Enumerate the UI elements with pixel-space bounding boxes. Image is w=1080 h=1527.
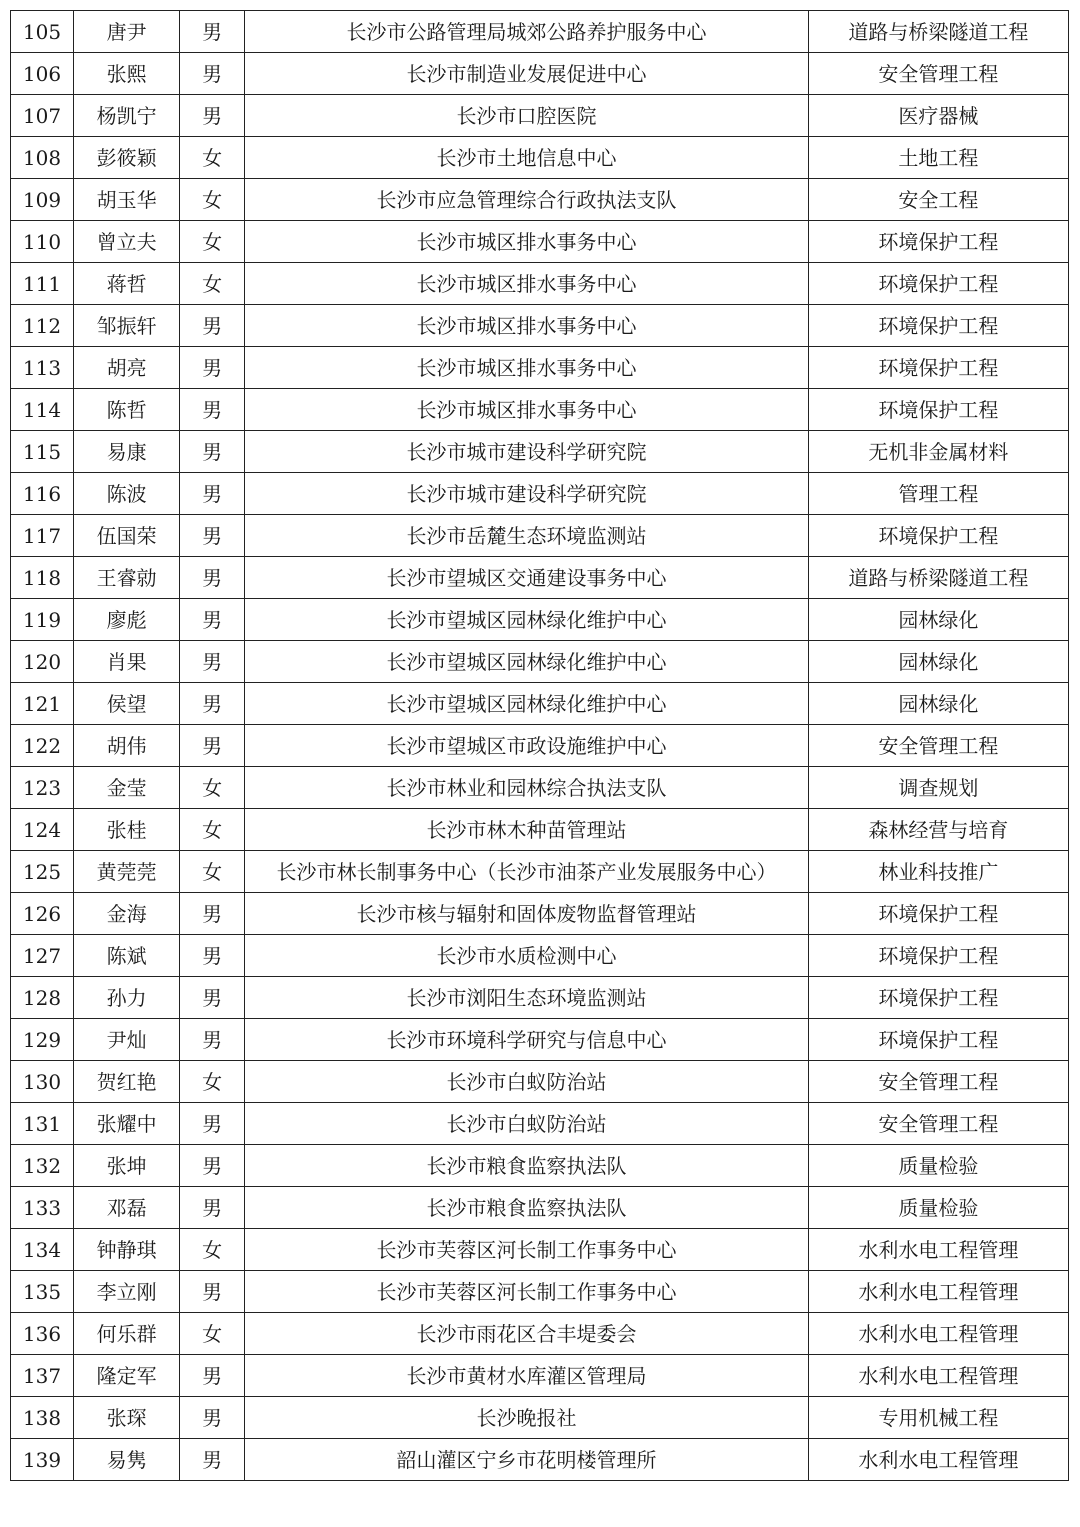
table-row [11,137,1069,179]
organization-cell: 长沙市林木种苗管理站 [245,809,809,851]
specialty-cell: 调查规划 [808,767,1068,809]
specialty-cell: 医疗器械 [808,95,1068,137]
table-row [11,935,1069,977]
person-name-cell: 胡亮 [74,347,180,389]
person-name-cell: 易康 [74,431,180,473]
row-number-cell: 107 [11,95,74,137]
specialty-cell: 环境保护工程 [808,977,1068,1019]
person-name-cell: 唐尹 [74,11,180,53]
gender-cell: 女 [180,1061,245,1103]
organization-cell: 长沙市核与辐射和固体废物监督管理站 [245,893,809,935]
row-number-cell: 119 [11,599,74,641]
person-name-cell: 杨凯宁 [74,95,180,137]
organization-cell: 长沙市土地信息中心 [245,137,809,179]
gender-cell: 男 [180,1271,245,1313]
person-name-cell: 钟静琪 [74,1229,180,1271]
specialty-cell: 专用机械工程 [808,1397,1068,1439]
gender-cell: 男 [180,11,245,53]
gender-cell: 男 [180,977,245,1019]
organization-cell: 长沙市芙蓉区河长制工作事务中心 [245,1271,809,1313]
table-row [11,1313,1069,1355]
row-number-cell: 128 [11,977,74,1019]
row-number-cell: 106 [11,53,74,95]
gender-cell: 男 [180,95,245,137]
organization-cell: 长沙市环境科学研究与信息中心 [245,1019,809,1061]
organization-cell: 长沙市白蚁防治站 [245,1103,809,1145]
gender-cell: 女 [180,851,245,893]
organization-cell: 长沙市芙蓉区河长制工作事务中心 [245,1229,809,1271]
specialty-cell: 园林绿化 [808,641,1068,683]
table-row [11,389,1069,431]
table-row [11,515,1069,557]
person-name-cell: 金海 [74,893,180,935]
person-name-cell: 邓磊 [74,1187,180,1229]
person-name-cell: 蒋哲 [74,263,180,305]
person-name-cell: 肖果 [74,641,180,683]
specialty-cell: 道路与桥梁隧道工程 [808,557,1068,599]
gender-cell: 男 [180,389,245,431]
person-name-cell: 张桂 [74,809,180,851]
table-row [11,1019,1069,1061]
person-name-cell: 张坤 [74,1145,180,1187]
person-name-cell: 贺红艳 [74,1061,180,1103]
table-row [11,599,1069,641]
table-row [11,1355,1069,1397]
row-number-cell: 121 [11,683,74,725]
row-number-cell: 113 [11,347,74,389]
organization-cell: 长沙市浏阳生态环境监测站 [245,977,809,1019]
organization-cell: 长沙市林业和园林综合执法支队 [245,767,809,809]
organization-cell: 长沙市城区排水事务中心 [245,305,809,347]
table-row [11,263,1069,305]
organization-cell: 长沙市公路管理局城郊公路养护服务中心 [245,11,809,53]
specialty-cell: 园林绿化 [808,683,1068,725]
row-number-cell: 126 [11,893,74,935]
gender-cell: 男 [180,935,245,977]
person-name-cell: 张熙 [74,53,180,95]
table-row [11,1061,1069,1103]
organization-cell: 长沙市黄材水库灌区管理局 [245,1355,809,1397]
organization-cell: 长沙市雨花区合丰堤委会 [245,1313,809,1355]
row-number-cell: 117 [11,515,74,557]
specialty-cell: 园林绿化 [808,599,1068,641]
specialty-cell: 水利水电工程管理 [808,1355,1068,1397]
gender-cell: 男 [180,557,245,599]
gender-cell: 男 [180,1019,245,1061]
person-name-cell: 李立刚 [74,1271,180,1313]
gender-cell: 男 [180,641,245,683]
person-name-cell: 廖彪 [74,599,180,641]
organization-cell: 长沙市城区排水事务中心 [245,347,809,389]
specialty-cell: 森林经营与培育 [808,809,1068,851]
row-number-cell: 124 [11,809,74,851]
specialty-cell: 水利水电工程管理 [808,1271,1068,1313]
row-number-cell: 118 [11,557,74,599]
table-row [11,473,1069,515]
specialty-cell: 无机非金属材料 [808,431,1068,473]
gender-cell: 女 [180,809,245,851]
person-name-cell: 易隽 [74,1439,180,1481]
specialty-cell: 安全管理工程 [808,1103,1068,1145]
specialty-cell: 质量检验 [808,1187,1068,1229]
row-number-cell: 132 [11,1145,74,1187]
table-row [11,1397,1069,1439]
organization-cell: 长沙市望城区园林绿化维护中心 [245,641,809,683]
person-name-cell: 孙力 [74,977,180,1019]
table-row [11,683,1069,725]
row-number-cell: 123 [11,767,74,809]
table-row [11,851,1069,893]
row-number-cell: 112 [11,305,74,347]
person-name-cell: 金莹 [74,767,180,809]
gender-cell: 男 [180,473,245,515]
specialty-cell: 道路与桥梁隧道工程 [808,11,1068,53]
table-row [11,1187,1069,1229]
gender-cell: 男 [180,53,245,95]
organization-cell: 长沙市城市建设科学研究院 [245,473,809,515]
row-number-cell: 137 [11,1355,74,1397]
specialty-cell: 环境保护工程 [808,935,1068,977]
person-name-cell: 尹灿 [74,1019,180,1061]
organization-cell: 长沙市粮食监察执法队 [245,1187,809,1229]
specialty-cell: 安全工程 [808,179,1068,221]
specialty-cell: 环境保护工程 [808,221,1068,263]
person-name-cell: 王睿勍 [74,557,180,599]
table-row [11,95,1069,137]
person-name-cell: 黄莞莞 [74,851,180,893]
table-row [11,893,1069,935]
table-row [11,767,1069,809]
organization-cell: 长沙市城区排水事务中心 [245,263,809,305]
table-row [11,809,1069,851]
organization-cell: 长沙晚报社 [245,1397,809,1439]
person-name-cell: 陈哲 [74,389,180,431]
organization-cell: 长沙市林长制事务中心（长沙市油茶产业发展服务中心） [245,851,809,893]
row-number-cell: 129 [11,1019,74,1061]
gender-cell: 男 [180,347,245,389]
person-name-cell: 曾立夫 [74,221,180,263]
gender-cell: 男 [180,1103,245,1145]
specialty-cell: 土地工程 [808,137,1068,179]
gender-cell: 男 [180,1439,245,1481]
row-number-cell: 114 [11,389,74,431]
specialty-cell: 环境保护工程 [808,893,1068,935]
person-name-cell: 伍国荣 [74,515,180,557]
gender-cell: 男 [180,599,245,641]
row-number-cell: 110 [11,221,74,263]
organization-cell: 长沙市制造业发展促进中心 [245,53,809,95]
row-number-cell: 133 [11,1187,74,1229]
person-name-cell: 侯望 [74,683,180,725]
table-row [11,725,1069,767]
table-row [11,1103,1069,1145]
organization-cell: 长沙市城市建设科学研究院 [245,431,809,473]
gender-cell: 男 [180,431,245,473]
row-number-cell: 120 [11,641,74,683]
person-name-cell: 何乐群 [74,1313,180,1355]
table-row [11,305,1069,347]
person-name-cell: 彭筱颖 [74,137,180,179]
organization-cell: 长沙市城区排水事务中心 [245,389,809,431]
specialty-cell: 环境保护工程 [808,515,1068,557]
person-name-cell: 张耀中 [74,1103,180,1145]
row-number-cell: 108 [11,137,74,179]
table-row [11,1439,1069,1481]
row-number-cell: 134 [11,1229,74,1271]
specialty-cell: 水利水电工程管理 [808,1439,1068,1481]
row-number-cell: 109 [11,179,74,221]
row-number-cell: 131 [11,1103,74,1145]
table-row [11,179,1069,221]
specialty-cell: 安全管理工程 [808,53,1068,95]
organization-cell: 长沙市口腔医院 [245,95,809,137]
organization-cell: 长沙市岳麓生态环境监测站 [245,515,809,557]
table-row [11,221,1069,263]
organization-cell: 长沙市粮食监察执法队 [245,1145,809,1187]
organization-cell: 长沙市应急管理综合行政执法支队 [245,179,809,221]
person-name-cell: 陈斌 [74,935,180,977]
person-name-cell: 邹振轩 [74,305,180,347]
specialty-cell: 环境保护工程 [808,389,1068,431]
gender-cell: 女 [180,263,245,305]
row-number-cell: 130 [11,1061,74,1103]
specialty-cell: 环境保护工程 [808,263,1068,305]
table-row [11,431,1069,473]
specialty-cell: 环境保护工程 [808,305,1068,347]
roster-table [10,10,1069,1481]
row-number-cell: 122 [11,725,74,767]
gender-cell: 男 [180,1397,245,1439]
gender-cell: 男 [180,683,245,725]
gender-cell: 男 [180,515,245,557]
organization-cell: 长沙市白蚁防治站 [245,1061,809,1103]
table-row [11,1271,1069,1313]
person-name-cell: 隆定军 [74,1355,180,1397]
row-number-cell: 136 [11,1313,74,1355]
row-number-cell: 127 [11,935,74,977]
organization-cell: 长沙市望城区园林绿化维护中心 [245,599,809,641]
table-row [11,11,1069,53]
specialty-cell: 水利水电工程管理 [808,1229,1068,1271]
gender-cell: 女 [180,1313,245,1355]
specialty-cell: 管理工程 [808,473,1068,515]
organization-cell: 长沙市望城区交通建设事务中心 [245,557,809,599]
gender-cell: 男 [180,725,245,767]
specialty-cell: 水利水电工程管理 [808,1313,1068,1355]
row-number-cell: 115 [11,431,74,473]
gender-cell: 男 [180,1187,245,1229]
organization-cell: 长沙市城区排水事务中心 [245,221,809,263]
organization-cell: 长沙市望城区市政设施维护中心 [245,725,809,767]
organization-cell: 长沙市望城区园林绿化维护中心 [245,683,809,725]
table-row [11,1229,1069,1271]
row-number-cell: 139 [11,1439,74,1481]
row-number-cell: 116 [11,473,74,515]
gender-cell: 女 [180,1229,245,1271]
gender-cell: 女 [180,137,245,179]
organization-cell: 韶山灌区宁乡市花明楼管理所 [245,1439,809,1481]
gender-cell: 女 [180,179,245,221]
gender-cell: 女 [180,221,245,263]
row-number-cell: 125 [11,851,74,893]
row-number-cell: 105 [11,11,74,53]
row-number-cell: 111 [11,263,74,305]
table-row [11,347,1069,389]
gender-cell: 男 [180,305,245,347]
person-name-cell: 陈波 [74,473,180,515]
specialty-cell: 林业科技推广 [808,851,1068,893]
roster-table-body [11,11,1069,1481]
table-row [11,557,1069,599]
person-name-cell: 胡玉华 [74,179,180,221]
specialty-cell: 环境保护工程 [808,347,1068,389]
specialty-cell: 安全管理工程 [808,1061,1068,1103]
organization-cell: 长沙市水质检测中心 [245,935,809,977]
gender-cell: 女 [180,767,245,809]
table-row [11,977,1069,1019]
gender-cell: 男 [180,1355,245,1397]
row-number-cell: 135 [11,1271,74,1313]
specialty-cell: 环境保护工程 [808,1019,1068,1061]
specialty-cell: 质量检验 [808,1145,1068,1187]
gender-cell: 男 [180,893,245,935]
table-row [11,641,1069,683]
table-row [11,1145,1069,1187]
person-name-cell: 张琛 [74,1397,180,1439]
table-row [11,53,1069,95]
row-number-cell: 138 [11,1397,74,1439]
specialty-cell: 安全管理工程 [808,725,1068,767]
gender-cell: 男 [180,1145,245,1187]
person-name-cell: 胡伟 [74,725,180,767]
